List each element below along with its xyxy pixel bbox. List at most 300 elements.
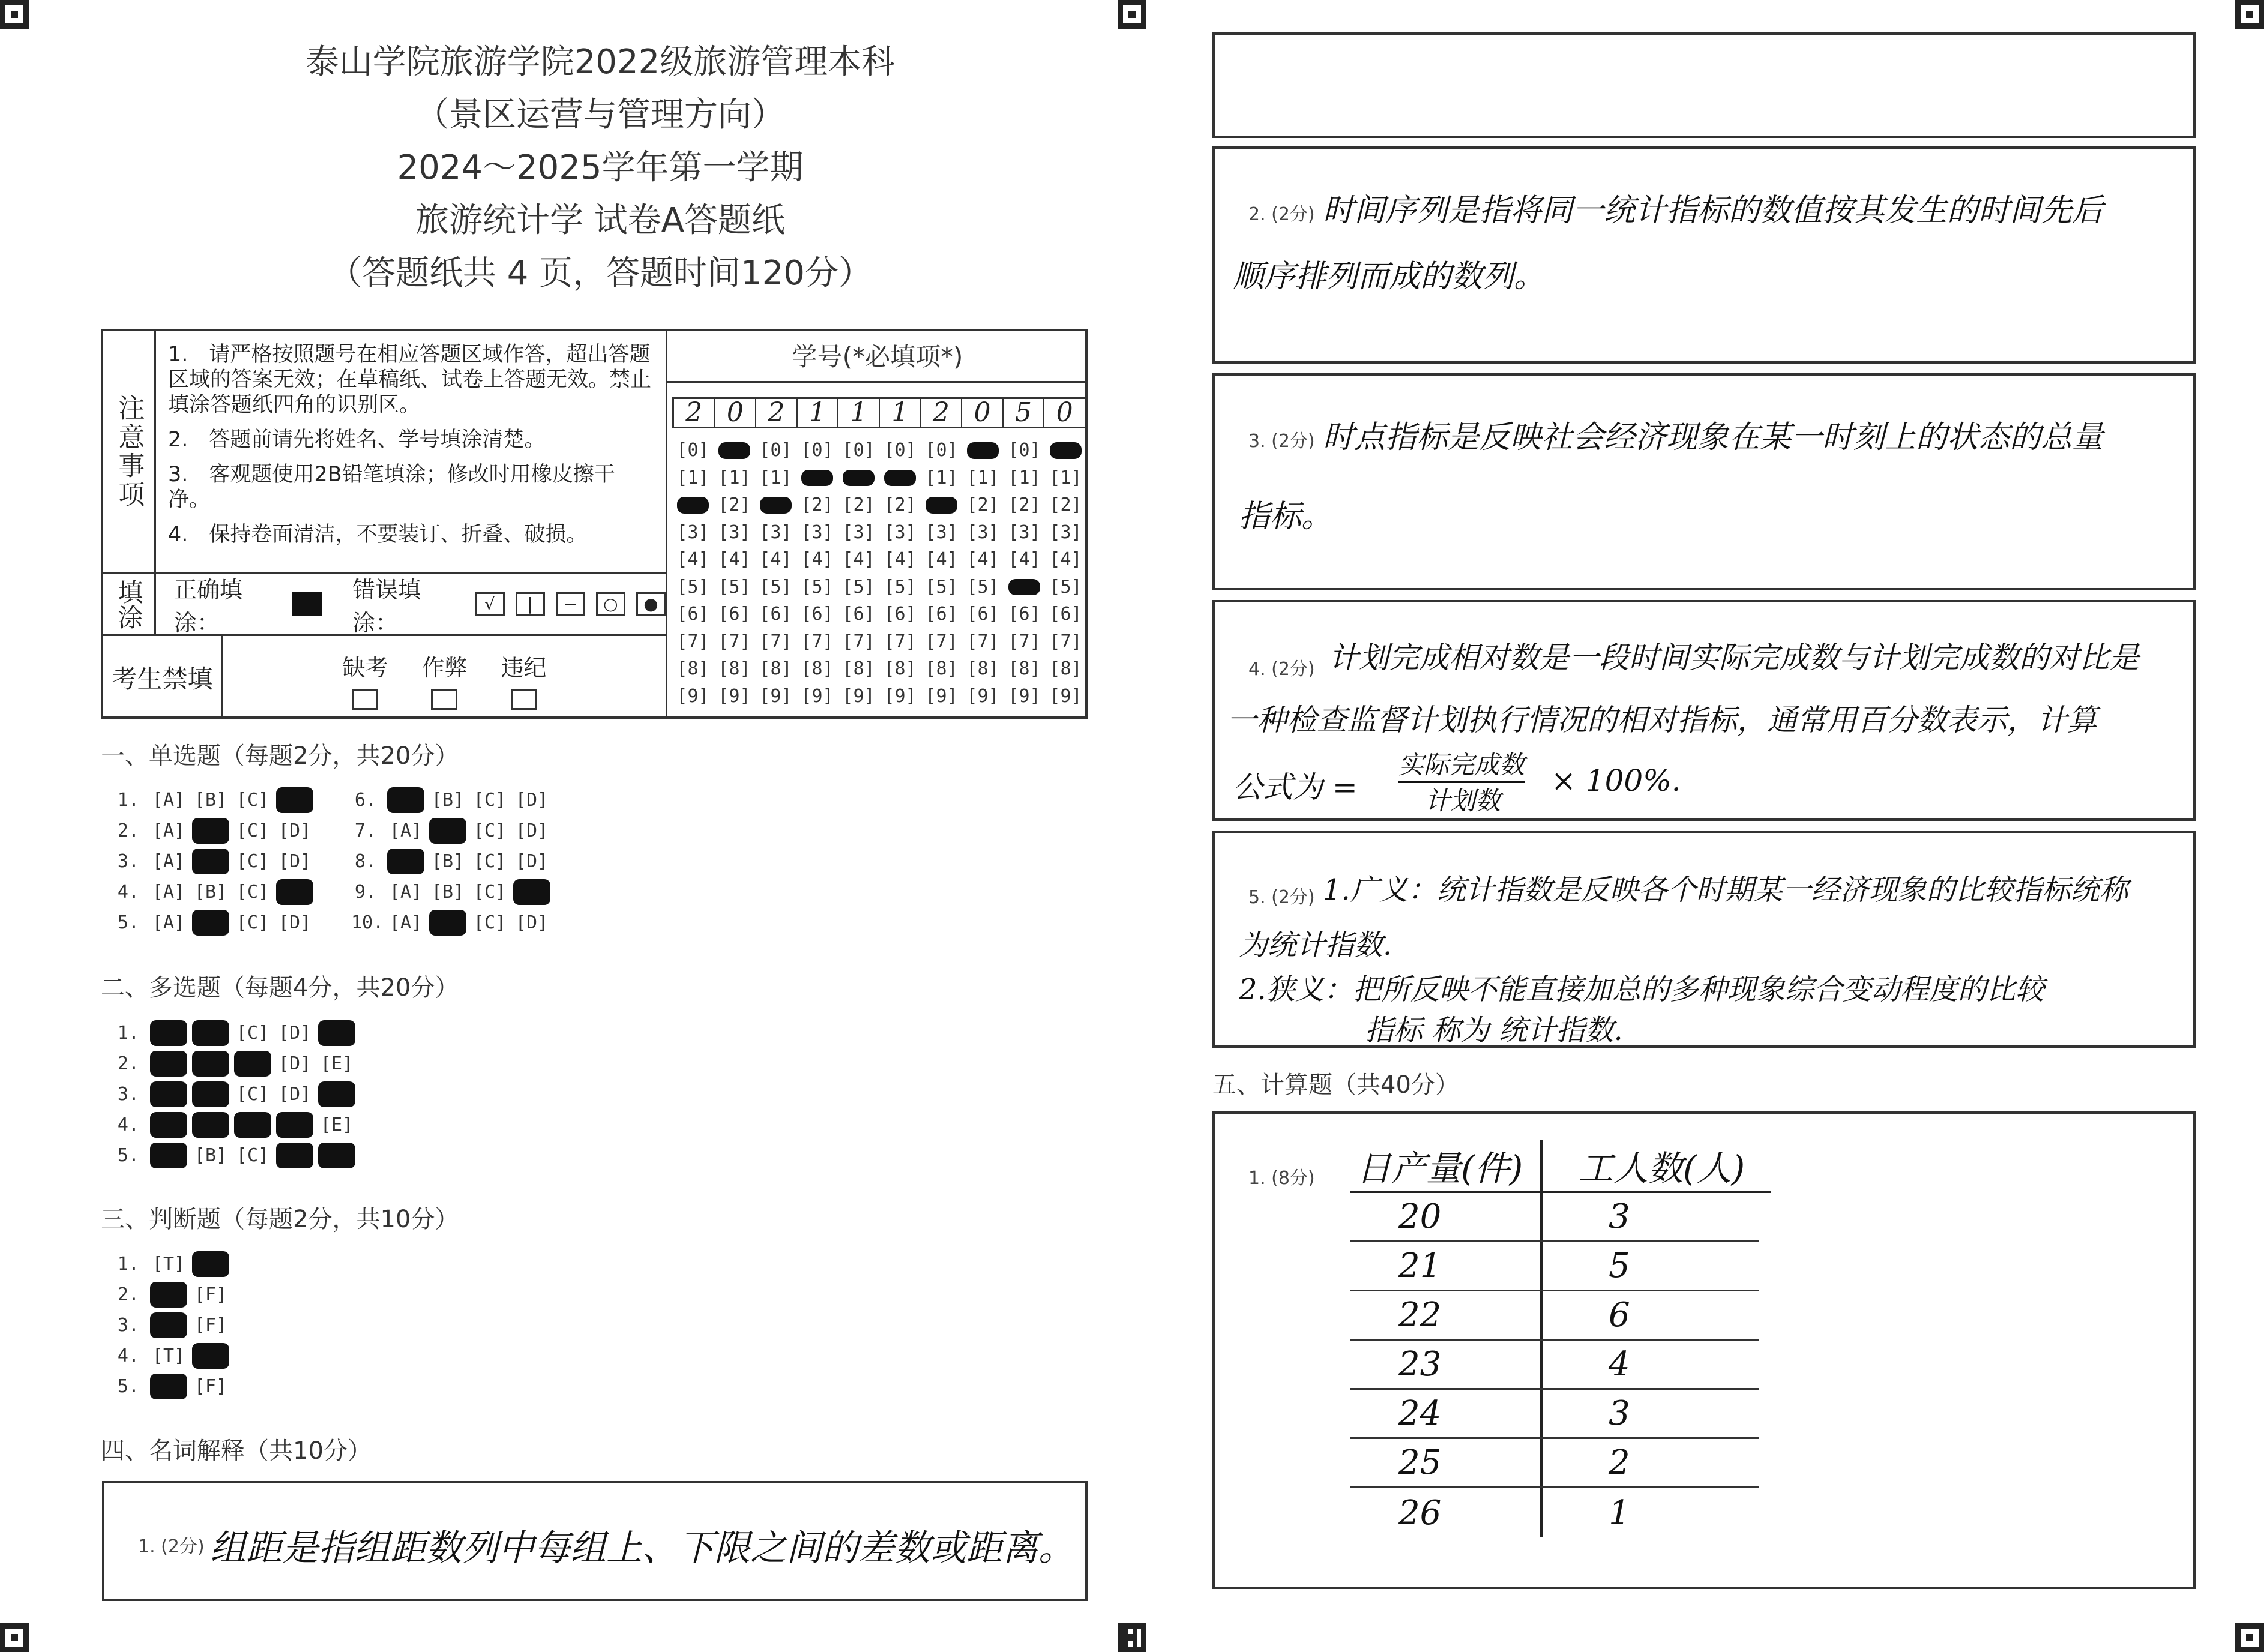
notice-item: 3. 客观题使用2B铅笔填涂；修改时用橡皮擦干净。 — [168, 463, 615, 512]
answer-bubble[interactable] — [316, 1114, 358, 1135]
bubble-label: [C] — [473, 851, 507, 872]
bubble-label: [B] — [194, 1145, 227, 1166]
bubble-label: [D] — [278, 1084, 312, 1105]
answer-bubble[interactable] — [469, 820, 511, 841]
student-id-bubble[interactable] — [796, 683, 838, 710]
bubble-label: [4] — [842, 549, 875, 570]
answer-bubble[interactable] — [190, 1053, 232, 1074]
question-row — [351, 877, 553, 907]
question-label: 4. (2分) — [1248, 659, 1315, 680]
bubble-label: [8] — [842, 658, 875, 679]
bubble-label: [C] — [236, 1145, 269, 1166]
answer-bubble[interactable] — [190, 790, 232, 811]
student-id-bubble[interactable] — [672, 683, 714, 710]
bubble-label: [2] — [966, 494, 999, 515]
question-number: 4. — [117, 1345, 139, 1366]
answer-bubble[interactable] — [274, 1114, 316, 1135]
question-row — [114, 1249, 232, 1279]
student-id-bubble[interactable] — [1045, 546, 1086, 574]
bubble-label: [3] — [676, 521, 709, 543]
student-id-digit[interactable]: 1 — [838, 399, 880, 427]
table-cell: 6 — [1609, 1296, 1630, 1335]
handwritten-answer: 为统计指数. — [1239, 928, 1392, 962]
answer-bubble[interactable] — [274, 851, 316, 872]
multiple-choice-list — [114, 1018, 358, 1171]
bubble-label: [1] — [1008, 467, 1041, 488]
answer-bubble[interactable] — [316, 1084, 358, 1105]
answer-bubble[interactable] — [148, 1254, 190, 1275]
answer-box-term-5[interactable] — [1212, 831, 2196, 1048]
answer-bubble[interactable] — [148, 1114, 190, 1135]
student-id-bubble[interactable] — [838, 601, 879, 628]
answer-bubble[interactable] — [190, 1315, 232, 1336]
bubble-label: [1] — [759, 467, 792, 488]
bubble-label: [D] — [515, 851, 549, 872]
bubble-label: [8] — [884, 658, 917, 679]
student-id-bubble[interactable] — [714, 546, 755, 574]
handwritten-answer: 公式为 = — [1233, 770, 1358, 805]
student-id-bubble[interactable] — [672, 491, 714, 519]
student-id-bubble[interactable] — [838, 491, 879, 519]
bubble-label: [C] — [473, 820, 507, 841]
judge-list — [114, 1249, 232, 1402]
student-id-digit[interactable]: 2 — [921, 399, 963, 427]
bubble-label: [6] — [966, 604, 999, 625]
answer-bubble[interactable] — [385, 882, 427, 903]
bubble-label: [9] — [1049, 685, 1082, 707]
bubble-label: [8] — [1008, 658, 1041, 679]
answer-bubble[interactable] — [232, 882, 274, 903]
student-id-bubble[interactable] — [879, 628, 921, 656]
question-row — [114, 846, 316, 877]
student-id-bubble[interactable] — [921, 546, 962, 574]
student-id-bubble[interactable] — [1045, 655, 1086, 683]
bubble-label: [4] — [676, 549, 709, 570]
header-line-5: （答题纸共 4 页，答题时间120分） — [328, 254, 873, 293]
handwritten-answer: 指标 称为 统计指数. — [1365, 1014, 1623, 1047]
wrong-fill-label: 错误填涂： — [352, 576, 421, 636]
question-row — [351, 785, 553, 815]
student-id-bubble[interactable] — [838, 519, 879, 547]
question-row — [114, 907, 316, 938]
bubble-label: [0] — [759, 440, 792, 461]
student-id-bubble[interactable] — [1004, 655, 1045, 683]
table-cell: 25 — [1350, 1439, 1543, 1486]
answer-bubble[interactable] — [511, 820, 553, 841]
student-id-bubble[interactable] — [796, 546, 838, 574]
student-id-bubble[interactable] — [1004, 519, 1045, 547]
answer-bubble[interactable] — [190, 882, 232, 903]
question-label: 5. (2分) — [1248, 887, 1315, 908]
answer-bubble[interactable] — [190, 912, 232, 933]
answer-bubble[interactable] — [190, 1254, 232, 1275]
student-id-bubble[interactable] — [672, 546, 714, 574]
bubble-label: [3] — [884, 521, 917, 543]
student-id-bubble[interactable] — [672, 519, 714, 547]
student-id-bubble[interactable] — [1004, 601, 1045, 628]
student-id-bubble-row — [672, 464, 1086, 492]
answer-bubble[interactable] — [232, 912, 274, 933]
answer-bubble[interactable] — [274, 1145, 316, 1166]
answer-bubble[interactable] — [148, 1376, 190, 1397]
student-id-bubble[interactable] — [672, 601, 714, 628]
bubble-label: [5] — [966, 576, 999, 598]
bubble-label: [8] — [966, 658, 999, 679]
student-id-bubble[interactable] — [879, 655, 921, 683]
forbid-item-absent — [342, 649, 388, 719]
bubble-label: [T] — [152, 1345, 185, 1366]
answer-bubble[interactable] — [469, 851, 511, 872]
answer-bubble[interactable] — [148, 820, 190, 841]
bubble-label: [A] — [152, 882, 185, 903]
answer-bubble[interactable] — [232, 820, 274, 841]
table-cell: 2 — [1609, 1443, 1630, 1482]
student-id-bubble[interactable] — [962, 601, 1004, 628]
student-id-bubble[interactable] — [962, 464, 1004, 492]
answer-box-term-4[interactable] — [1212, 600, 2196, 821]
question-number: 1. — [117, 790, 139, 811]
table-row — [1350, 1488, 1759, 1537]
bubble-label: [B] — [194, 882, 227, 903]
table-cell: 24 — [1350, 1390, 1543, 1437]
student-id-bubble[interactable] — [1004, 628, 1045, 656]
bubble-label: [5] — [676, 576, 709, 598]
student-id-bubble[interactable] — [1045, 491, 1086, 519]
corner-marker-bottom-mid — [1118, 1623, 1146, 1652]
student-id-bubble-row — [672, 601, 1086, 628]
bubble-label: [D] — [515, 790, 549, 811]
question-row — [114, 785, 316, 815]
answer-bubble[interactable] — [511, 882, 553, 903]
student-id-bubble[interactable] — [879, 437, 921, 464]
student-id-bubble[interactable] — [714, 491, 755, 519]
question-number: 2. — [117, 1284, 139, 1305]
student-id-bubble[interactable] — [672, 464, 714, 492]
bubble-label: [B] — [431, 882, 465, 903]
answer-bubble[interactable] — [385, 851, 427, 872]
question-number: 3. — [117, 1084, 139, 1105]
student-id-bubble[interactable] — [672, 574, 714, 601]
student-id-bubble[interactable] — [962, 628, 1004, 656]
bubble-label: [7] — [759, 631, 792, 652]
answer-bubble[interactable] — [427, 851, 469, 872]
bubble-label: [9] — [718, 685, 751, 707]
answer-bubble[interactable] — [148, 1023, 190, 1044]
bubble-label: [A] — [389, 820, 423, 841]
corner-marker-top-right — [2235, 0, 2264, 29]
student-id-bubble[interactable] — [714, 437, 755, 464]
student-id-bubble[interactable] — [962, 437, 1004, 464]
answer-bubble[interactable] — [148, 1084, 190, 1105]
student-id-bubble[interactable] — [755, 464, 796, 492]
bubble-label: [C] — [473, 912, 507, 933]
table-cell: 3 — [1609, 1197, 1630, 1236]
answer-bubble[interactable] — [274, 1084, 316, 1105]
student-id-bubble[interactable] — [838, 437, 879, 464]
answer-bubble[interactable] — [316, 1053, 358, 1074]
student-id-bubble[interactable] — [962, 574, 1004, 601]
student-id-bubble[interactable] — [962, 519, 1004, 547]
student-id-bubble[interactable] — [838, 464, 879, 492]
answer-bubble[interactable] — [148, 790, 190, 811]
student-id-bubble[interactable] — [921, 628, 962, 656]
question-row — [114, 1110, 358, 1140]
student-id-digit[interactable]: 2 — [756, 399, 798, 427]
answer-bubble[interactable] — [232, 1084, 274, 1105]
bubble-label: [D] — [278, 1053, 312, 1074]
student-id-bubble[interactable] — [838, 628, 879, 656]
bubble-label: [8] — [759, 658, 792, 679]
absent-checkbox[interactable] — [352, 689, 378, 710]
bubble-label: [7] — [718, 631, 751, 652]
question-number: 6. — [354, 790, 376, 811]
answer-bubble[interactable] — [190, 1376, 232, 1397]
answer-bubble[interactable] — [274, 820, 316, 841]
bubble-label: [3] — [759, 521, 792, 543]
answer-bubble[interactable] — [148, 1145, 190, 1166]
answer-bubble[interactable] — [385, 820, 427, 841]
answer-bubble[interactable] — [148, 912, 190, 933]
bubble-label: [7] — [1008, 631, 1041, 652]
question-number: 4. — [117, 882, 139, 903]
answer-bubble[interactable] — [190, 820, 232, 841]
student-id-bubble[interactable] — [1045, 464, 1086, 492]
cheat-checkbox[interactable] — [431, 689, 457, 710]
bubble-label: [4] — [759, 549, 792, 570]
violation-checkbox[interactable] — [511, 689, 537, 710]
student-id-bubble[interactable] — [962, 491, 1004, 519]
answer-bubble[interactable] — [274, 912, 316, 933]
student-id-bubble[interactable] — [796, 519, 838, 547]
forbid-item-label: 缺考 — [342, 655, 388, 681]
answer-bubble[interactable] — [232, 1145, 274, 1166]
wrong-fill-sample: | — [516, 592, 545, 616]
student-id-bubble[interactable] — [921, 655, 962, 683]
student-id-bubble[interactable] — [714, 655, 755, 683]
question-row — [114, 1341, 232, 1371]
student-id-digit[interactable]: 0 — [1056, 397, 1073, 428]
answer-bubble[interactable] — [427, 820, 469, 841]
question-label: 1. (8分) — [1248, 1168, 1315, 1189]
student-id-bubble[interactable] — [879, 519, 921, 547]
student-id-bubble-row — [672, 437, 1086, 464]
student-id-bubble[interactable] — [921, 491, 962, 519]
student-id-bubble[interactable] — [755, 628, 796, 656]
student-id-bubble[interactable] — [755, 519, 796, 547]
student-id-bubble-row — [672, 655, 1086, 683]
student-id-bubble[interactable] — [879, 546, 921, 574]
student-id-bubble[interactable] — [1045, 601, 1086, 628]
forbid-item-label: 作弊 — [421, 655, 468, 681]
question-row — [114, 1048, 358, 1079]
answer-bubble[interactable] — [232, 1023, 274, 1044]
answer-bubble[interactable] — [511, 912, 553, 933]
answer-bubble[interactable] — [190, 851, 232, 872]
answer-box-term-3[interactable] — [1212, 373, 2196, 590]
answer-box-term-2[interactable] — [1212, 146, 2196, 364]
forbid-item-label: 违纪 — [501, 655, 547, 681]
student-id-bubble[interactable] — [838, 655, 879, 683]
student-id-bubble[interactable] — [796, 574, 838, 601]
student-id-bubble[interactable] — [796, 464, 838, 492]
student-id-digit[interactable]: 2 — [674, 399, 715, 427]
answer-bubble[interactable] — [190, 1345, 232, 1366]
bubble-label: [6] — [925, 604, 958, 625]
bubble-label: [1] — [925, 467, 958, 488]
answer-bubble[interactable] — [427, 790, 469, 811]
answer-bubble[interactable] — [148, 1284, 190, 1305]
student-id-digit[interactable]: 1 — [880, 399, 921, 427]
bubble-label: [9] — [966, 685, 999, 707]
student-id-bubble[interactable] — [838, 546, 879, 574]
answer-bubble[interactable] — [148, 882, 190, 903]
student-id-bubble[interactable] — [796, 628, 838, 656]
answer-bubble[interactable] — [274, 1023, 316, 1044]
question-number: 2. — [117, 1053, 139, 1074]
table-cell: 23 — [1350, 1341, 1543, 1388]
student-id-bubble[interactable] — [672, 628, 714, 656]
student-id-bubble[interactable] — [796, 437, 838, 464]
student-id-bubble[interactable] — [921, 601, 962, 628]
student-id-bubble[interactable] — [921, 464, 962, 492]
student-id-bubble[interactable] — [879, 683, 921, 710]
exam-header — [96, 36, 1104, 300]
wrong-fill-sample: √ — [475, 592, 504, 616]
student-id-bubble[interactable] — [921, 574, 962, 601]
answer-bubble[interactable] — [469, 790, 511, 811]
student-id-bubble[interactable] — [796, 601, 838, 628]
student-id-bubble[interactable] — [879, 601, 921, 628]
bubble-label: [8] — [925, 658, 958, 679]
answer-box-term-1[interactable] — [102, 1481, 1088, 1601]
bubble-label: [6] — [842, 604, 875, 625]
student-id-bubble[interactable] — [755, 601, 796, 628]
answer-bubble[interactable] — [469, 912, 511, 933]
student-id-bubble[interactable] — [755, 437, 796, 464]
bubble-label: [0] — [801, 440, 834, 461]
answer-bubble[interactable] — [148, 851, 190, 872]
student-id-bubble[interactable] — [962, 683, 1004, 710]
student-id-bubble[interactable] — [796, 655, 838, 683]
student-id-bubble[interactable] — [714, 574, 755, 601]
student-id-bubble[interactable] — [838, 683, 879, 710]
student-id-digit[interactable]: 5 — [1004, 399, 1045, 427]
student-id-bubble[interactable] — [755, 574, 796, 601]
student-id-bubble[interactable] — [1004, 464, 1045, 492]
student-id-bubble[interactable] — [1004, 491, 1045, 519]
section-terms-title: 四、名词解释（共10分） — [101, 1437, 372, 1465]
fill-label: 填涂 — [103, 574, 156, 636]
student-id-bubble[interactable] — [1004, 546, 1045, 574]
bubble-label: [F] — [194, 1376, 227, 1397]
student-id-bubble[interactable] — [672, 437, 714, 464]
student-id-bubble[interactable] — [1045, 628, 1086, 656]
table-row — [1350, 1242, 1759, 1291]
answer-bubble[interactable] — [385, 790, 427, 811]
answer-bubble[interactable] — [190, 1114, 232, 1135]
answer-bubble[interactable] — [232, 851, 274, 872]
student-id-bubble[interactable] — [921, 519, 962, 547]
answer-bubble[interactable] — [148, 1345, 190, 1366]
student-id-bubble[interactable] — [838, 574, 879, 601]
student-id-bubble[interactable] — [1045, 683, 1086, 710]
student-id-bubble[interactable] — [962, 655, 1004, 683]
answer-bubble[interactable] — [427, 882, 469, 903]
student-id-bubble[interactable] — [1045, 574, 1086, 601]
answer-bubble[interactable] — [190, 1284, 232, 1305]
answer-bubble[interactable] — [232, 1114, 274, 1135]
bubble-label: [5] — [884, 576, 917, 598]
answer-bubble[interactable] — [316, 1145, 358, 1166]
student-id-digit[interactable]: 1 — [798, 399, 839, 427]
answer-bubble[interactable] — [190, 1084, 232, 1105]
bubble-label: [7] — [801, 631, 834, 652]
answer-bubble[interactable] — [190, 1145, 232, 1166]
bubble-label: [1] — [966, 467, 999, 488]
student-id-bubble[interactable] — [672, 655, 714, 683]
student-id-bubble[interactable] — [879, 574, 921, 601]
student-id-bubble[interactable] — [879, 491, 921, 519]
student-id-digit[interactable]: 0 — [962, 399, 1004, 427]
bubble-label: [4] — [925, 549, 958, 570]
student-id-bubble[interactable] — [1004, 683, 1045, 710]
student-id-bubble[interactable] — [1045, 437, 1086, 464]
student-id-bubble[interactable] — [1004, 574, 1045, 601]
student-id-bubble[interactable] — [714, 683, 755, 710]
student-id-bubble[interactable] — [1004, 437, 1045, 464]
answer-bubble[interactable] — [427, 912, 469, 933]
student-id-bubble[interactable] — [921, 683, 962, 710]
bubble-label: [C] — [473, 882, 507, 903]
question-number: 3. — [117, 1315, 139, 1336]
student-id-bubble[interactable] — [714, 519, 755, 547]
answer-bubble[interactable] — [316, 1023, 358, 1044]
student-id-bubble[interactable] — [962, 546, 1004, 574]
answer-box-blank[interactable] — [1212, 32, 2196, 138]
bubble-label: [7] — [842, 631, 875, 652]
student-id-bubble[interactable] — [714, 464, 755, 492]
answer-bubble[interactable] — [511, 790, 553, 811]
answer-bubble[interactable] — [148, 1053, 190, 1074]
student-id-bubble[interactable] — [755, 491, 796, 519]
student-id-bubble-row — [672, 574, 1086, 601]
answer-bubble[interactable] — [148, 1315, 190, 1336]
answer-bubble[interactable] — [274, 790, 316, 811]
student-id-bubble[interactable] — [755, 683, 796, 710]
student-id-digit[interactable]: 0 — [715, 399, 757, 427]
answer-bubble[interactable] — [232, 790, 274, 811]
answer-bubble[interactable] — [469, 882, 511, 903]
wrong-fill-sample: ● — [636, 592, 666, 616]
student-id-bubble[interactable] — [714, 601, 755, 628]
answer-bubble[interactable] — [274, 1053, 316, 1074]
bubble-label: [A] — [389, 912, 423, 933]
bubble-label: [5] — [842, 576, 875, 598]
answer-bubble[interactable] — [232, 1053, 274, 1074]
student-id-bubble[interactable] — [1045, 519, 1086, 547]
student-id-bubble[interactable] — [755, 655, 796, 683]
bubble-label: [E] — [320, 1053, 354, 1074]
student-id-bubble[interactable] — [796, 491, 838, 519]
answer-bubble[interactable] — [190, 1023, 232, 1044]
answer-bubble[interactable] — [274, 882, 316, 903]
student-id-bubble[interactable] — [714, 628, 755, 656]
student-id-bubble[interactable] — [879, 464, 921, 492]
answer-bubble[interactable] — [511, 851, 553, 872]
student-id-bubble[interactable] — [755, 546, 796, 574]
student-id-bubble[interactable] — [921, 437, 962, 464]
answer-bubble[interactable] — [385, 912, 427, 933]
